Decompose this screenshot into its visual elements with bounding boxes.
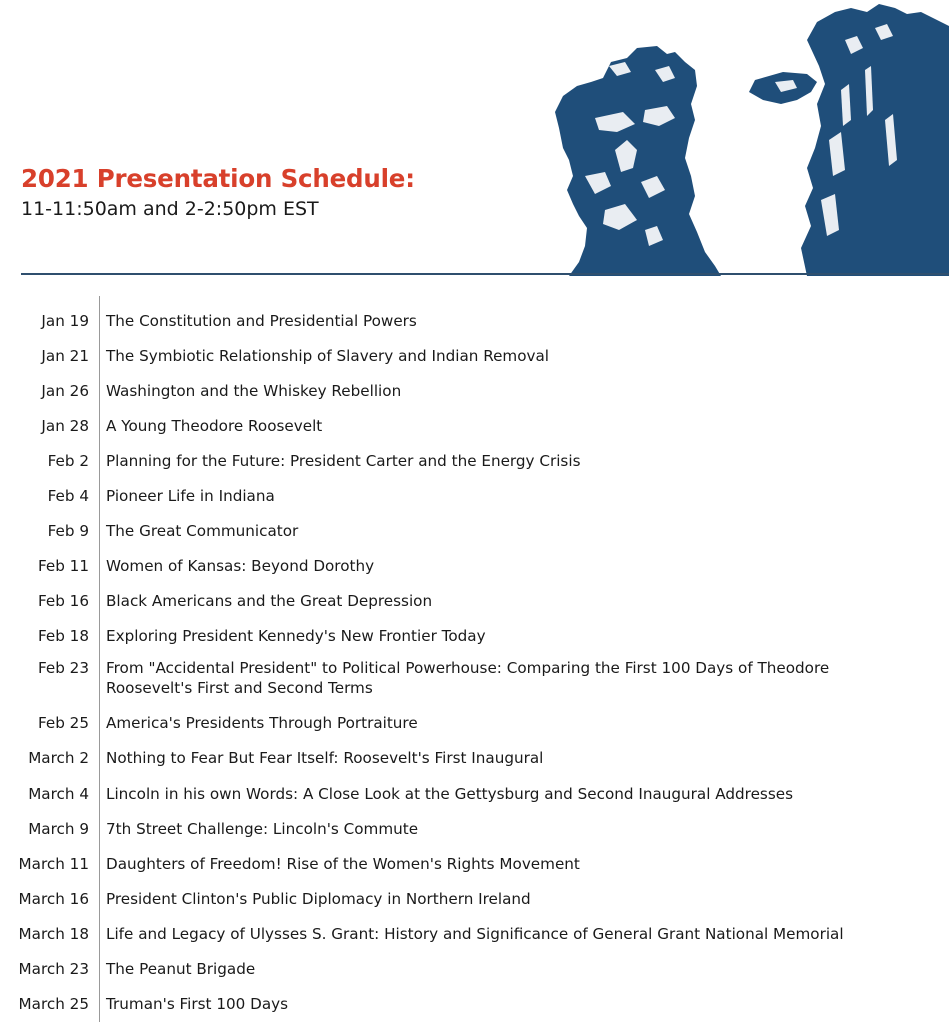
schedule-date: Jan 26 [41, 382, 89, 400]
schedule-topic: Lincoln in his own Words: A Close Look at the Gettysburg and Second Inaugural Addresses [106, 785, 793, 803]
schedule-topic: The Constitution and Presidential Powers [106, 312, 417, 330]
schedule-date: Feb 11 [37, 557, 89, 575]
schedule-date: Feb 16 [37, 592, 89, 610]
schedule-topic: Daughters of Freedom! Rise of the Women's Rights Movement [106, 855, 580, 873]
schedule-topic: The Symbiotic Relationship of Slavery and Indian Removal [106, 347, 550, 365]
schedule-topic: Nothing to Fear But Fear Itself: Roosevelt's First Inaugural [106, 749, 544, 767]
schedule-date: March 4 [28, 785, 89, 803]
schedule-date: Jan 19 [41, 312, 89, 330]
schedule-topic: Exploring President Kennedy's New Frontier Today [106, 627, 486, 645]
schedule-topic: Pioneer Life in Indiana [106, 487, 275, 505]
schedule-date: Jan 21 [41, 347, 89, 365]
schedule-date: March 18 [18, 925, 89, 943]
schedule-date: Jan 28 [41, 417, 89, 435]
schedule-topic: Life and Legacy of Ulysses S. Grant: History and Significance of General Grant National Memorial [106, 925, 844, 943]
header-rule [21, 273, 949, 275]
schedule-date: Feb 9 [47, 522, 89, 540]
schedule-topic: Women of Kansas: Beyond Dorothy [106, 557, 375, 575]
schedule-date: March 23 [18, 960, 89, 978]
schedule-topic: From "Accidental President" to Political Powerhouse: Comparing the First 100 Days of Theodore Roosevelt's First and Second Terms [106, 659, 830, 697]
lincoln-body-shape [801, 4, 949, 276]
schedule-date: March 16 [18, 890, 89, 908]
schedule-date: Feb 23 [37, 659, 89, 677]
lincoln-head-shape [555, 46, 721, 276]
schedule-topic: Truman's First 100 Days [106, 995, 289, 1013]
page-subtitle: 11-11:50am and 2-2:50pm EST [21, 198, 319, 220]
schedule-date: Feb 2 [47, 452, 89, 470]
schedule-topic: America's Presidents Through Portraiture [106, 714, 418, 732]
schedule-topic: 7th Street Challenge: Lincoln's Commute [106, 820, 419, 838]
schedule-topic: A Young Theodore Roosevelt [106, 417, 323, 435]
schedule-date: Feb 25 [37, 714, 89, 732]
page-title: 2021 Presentation Schedule: [21, 164, 415, 193]
schedule-date: Feb 4 [47, 487, 89, 505]
schedule-date: March 11 [18, 855, 89, 873]
schedule-topic: The Peanut Brigade [106, 960, 256, 978]
page-header [0, 0, 949, 278]
schedule-date: March 9 [28, 820, 89, 838]
schedule-topic: President Clinton's Public Diplomacy in Northern Ireland [106, 890, 531, 908]
schedule-topic: Washington and the Whiskey Rebellion [106, 382, 402, 400]
schedule-topic: Black Americans and the Great Depression [106, 592, 433, 610]
schedule-date: Feb 18 [37, 627, 89, 645]
schedule-date: March 2 [28, 749, 89, 767]
schedule-topic: Planning for the Future: President Carter and the Energy Crisis [106, 452, 581, 470]
column-divider [99, 296, 100, 1022]
statue-illustration [545, 0, 949, 276]
schedule-date: March 25 [18, 995, 89, 1013]
schedule-topic: The Great Communicator [106, 522, 299, 540]
